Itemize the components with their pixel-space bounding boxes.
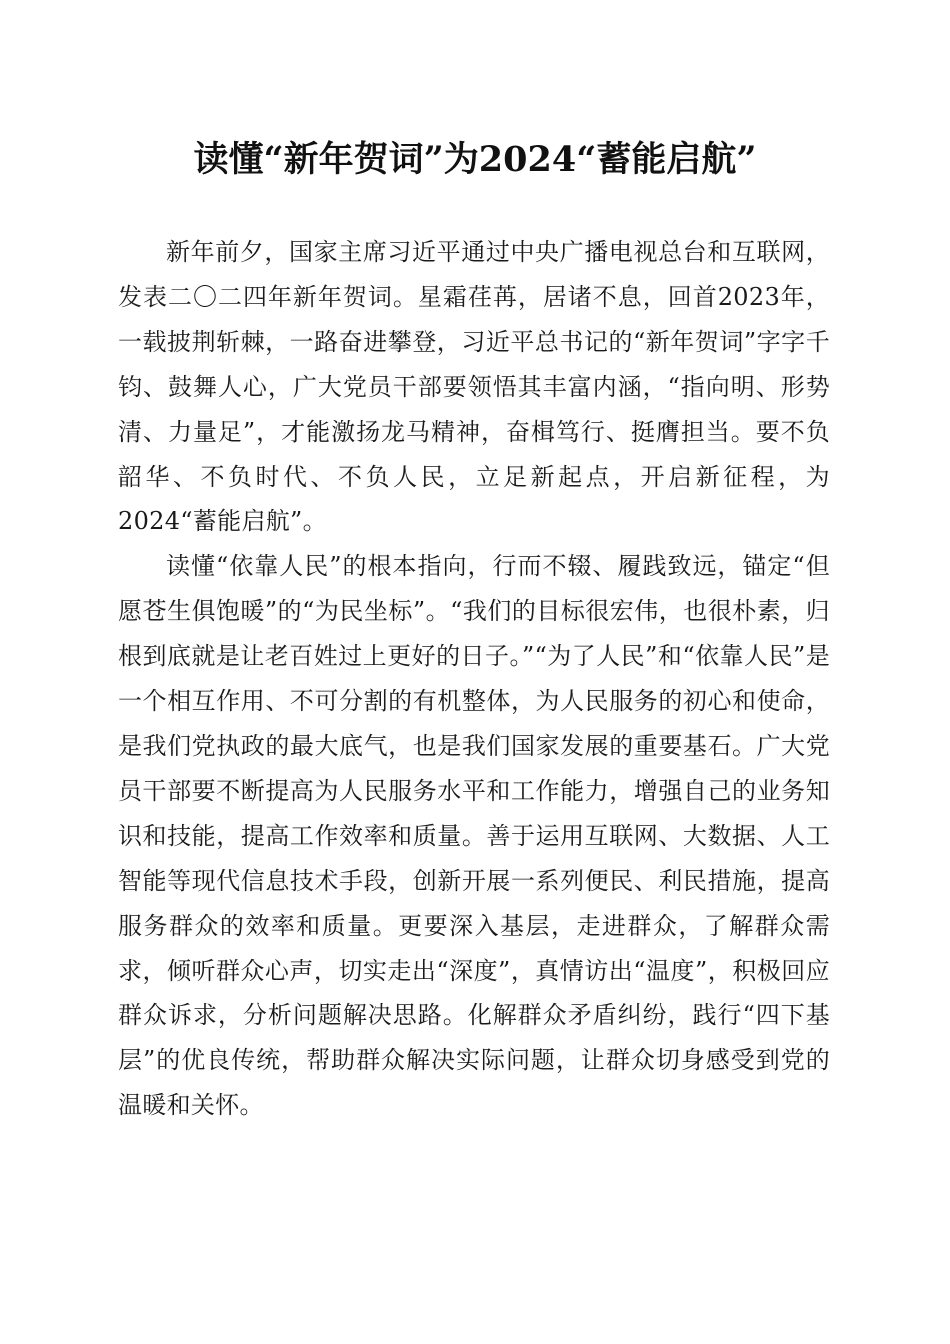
document-title: 读懂“新年贺词”为2024“蓄能启航” (193, 139, 757, 180)
paragraph-1: 新年前夕，国家主席习近平通过中央广播电视总台和互联网，发表二〇二四年新年贺词。星霜荏苒，居诸不息，回首2023年，一载披荆斩棘，一路奋进攀登，习近平总书记的“新年贺词”字字千钧、鼓舞人心，广大党员干部要领悟其丰富内涵，“指向明、形势清、力量足”，才能激扬龙马精神，奋楫笃行、挺膺担当。要不负韶华、不负时代、不负人民，立足新起点，开启新征程，为2024“蓄能启航”。 (118, 238, 830, 536)
document-body (118, 230, 830, 1128)
paragraph-2: 读懂“依靠人民”的根本指向，行而不辍、履践致远，锚定“但愿苍生俱饱暖”的“为民坐标”。“我们的目标很宏伟，也很朴素，归根到底就是让老百姓过上更好的日子。”“为了人民”和“依靠人民”是一个相互作用、不可分割的有机整体，为人民服务的初心和使命，是我们党执政的最大底气，也是我们国家发展的重要基石。广大党员干部要不断提高为人民服务水平和工作能力，增强自己的业务知识和技能，提高工作效率和质量。善于运用互联网、大数据、人工智能等现代信息技术手段，创新开展一系列便民、利民措施，提高服务群众的效率和质量。更要深入基层，走进群众，了解群众需求，倾听群众心声，切实走出“深度”，真情访出“温度”，积极回应群众诉求，分析问题解决思路。化解群众矛盾纠纷，践行“四下基层”的优良传统，帮助群众解决实际问题，让群众切身感受到党的温暖和关怀。 (118, 552, 830, 1120)
